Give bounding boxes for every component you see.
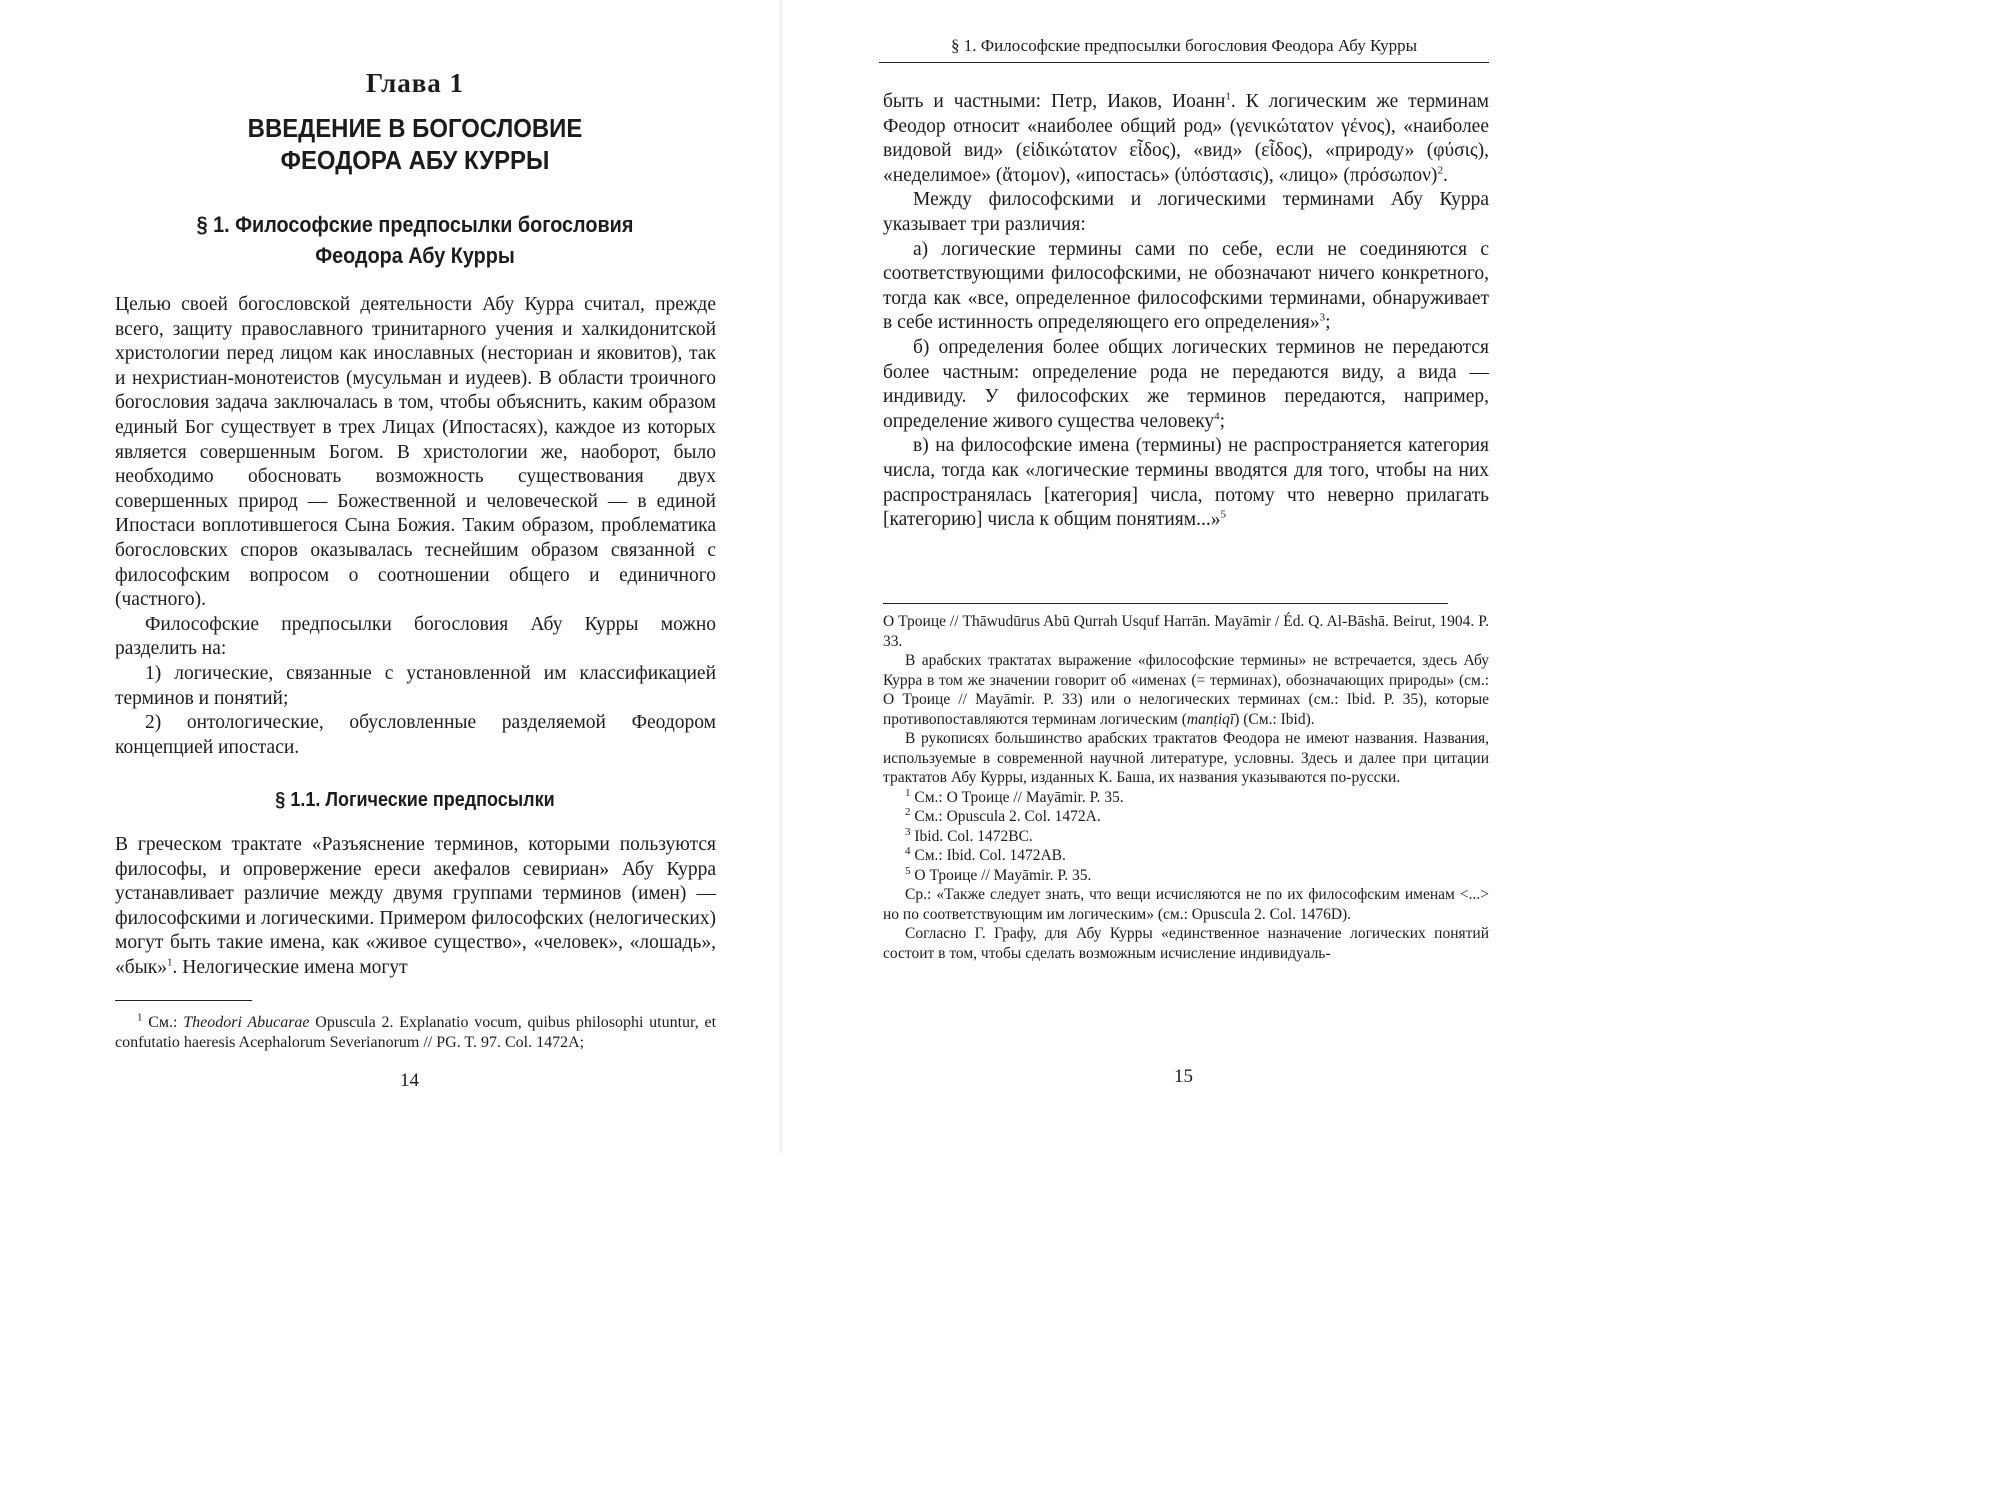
- footnote-text: См.: Ibid. Col. 1472AB.: [914, 847, 1066, 864]
- paragraph-differences: Между философскими и логическими терминами Абу Курра указывает три различия:: [883, 189, 1489, 235]
- difference-b: [883, 336, 1489, 434]
- footnote-author: Theodori Abucarae: [183, 1014, 310, 1031]
- chapter-title-line-2: ФЕОДОРА АБУ КУРРЫ: [280, 145, 550, 175]
- footnote-ref-3: 3: [1319, 311, 1326, 324]
- left-footnote: [115, 1013, 716, 1052]
- chapter-title-line-1: ВВЕДЕНИЕ В БОГОСЛОВИЕ: [247, 113, 583, 143]
- difference-a-text: а) логические термины сами по себе, если не соединяются с соответствующими философскими, не обозначают ничего конкретного, тогда как «все, определенное философскими терминами, обнаруживает в себе истинность определяющего его определения»: [883, 238, 1489, 334]
- footnote-ref-4: 4: [1214, 410, 1220, 423]
- paragraph-divide: Философские предпосылки богословия Абу Курры можно разделить на:: [115, 613, 716, 660]
- footnote-mark: 4: [905, 844, 911, 857]
- right-body-text: [883, 90, 1489, 533]
- difference-c: [883, 434, 1489, 532]
- footnote-rule: [115, 1000, 252, 1001]
- footnote-2: [883, 807, 1489, 827]
- footnote-text: См.: Opuscula 2. Col. 1472A.: [914, 808, 1101, 825]
- list-item-ontological: 2) онтологические, обусловленные разделяемой Феодором концепцией ипостаси.: [115, 712, 716, 758]
- footnote-text: Opuscula 2. Explanatio vocum, quibus philosophi utuntur, et confutatio haeresis Acephalorum Severianorum // PG. T. 97. Col. 1472A;: [115, 1014, 717, 1051]
- footnote-mark: 2: [905, 805, 911, 818]
- difference-a: [883, 238, 1489, 336]
- paragraph-logic: [115, 833, 716, 981]
- footnote-3: [883, 827, 1489, 847]
- footnote-ref-1: 1: [167, 956, 173, 969]
- page-number: 15: [1174, 1066, 1193, 1087]
- footnote-arabic-text: В арабских трактатах выражение «философские термины» не встречается, здесь Абу Курра в том же значении говорит об «именах (= терминах), обозначающих природы» (см.: О Троице // Mayāmir. P. 33) или о нелогических терминах (см.: Ibid. P. 35), которые противопоставляются терминам логическим (: [883, 652, 1489, 728]
- list-item-logical: 1) логические, связанные с установленной им классификацией терминов и понятий;: [115, 662, 716, 709]
- subsection-title: § 1.1. Логические предпосылки: [275, 789, 555, 811]
- left-body-text-logic: [115, 833, 716, 981]
- difference-c-text: в) на философские имена (термины) не распространяется категория числа, тогда как «логические термины вводятся для того, чтобы на них распространялась [категория] числа, потому что неверно прилагать [категорию] числа к общим понятиям...»: [883, 435, 1489, 531]
- right-footnotes: [883, 612, 1489, 963]
- left-page: [0, 0, 781, 1153]
- running-head-rule: [879, 62, 1489, 63]
- page-number: 14: [400, 1070, 419, 1091]
- footnote-4: [883, 846, 1489, 866]
- section-title: [145, 209, 685, 271]
- footnote-continuation: О Троице // Thāwudūrus Abū Qurrah Usquf Harrān. Mayāmir / Éd. Q. Al-Bāshā. Beirut, 1904. P. 33.: [883, 613, 1489, 650]
- footnote-mark: 1: [137, 1011, 143, 1024]
- paragraph-intro: Целью своей богословской деятельности Абу Курра считал, прежде всего, защиту православного тринитарного учения и халкидонитской христологии перед лицом как инославных (несториан и яковитов), так и нехристиан-монотеистов (мусульман и иудеев). В области троичного богословия задача заключалась в том, чтобы объяснить, каким образом единый Бог существует в трех Лицах (Ипостасях), каждое из которых является совершенным Богом. В христологии же, наоборот, было необходимо обосновать возможность существования двух совершенных природ — Божественной и человеческой — в единой Ипостаси воплотившегося Сына Божия. Таким образом, проблематика богословских споров оказывалась теснейшим образом связанной с философским вопросом о соотношении общего и единичного (частного).: [115, 294, 716, 611]
- right-page: [781, 0, 1562, 1153]
- footnote-graf: Согласно Г. Графу, для Абу Курры «единственное назначение логических понятий состоит в том, чтобы сделать возможным исчисление индивидуаль-: [883, 925, 1489, 962]
- paragraph-terms-c: .: [1442, 164, 1448, 186]
- footnote-mark: 1: [905, 786, 911, 799]
- paragraph-terms-a: быть и частными: Петр, Иаков, Иоанн: [883, 91, 1226, 112]
- footnote-1: [115, 1013, 716, 1052]
- difference-a-end: ;: [1325, 312, 1331, 334]
- footnote-arabic-term: manṭiqī: [1186, 710, 1235, 728]
- footnote-text: О Троице // Mayāmir. P. 35.: [914, 866, 1092, 884]
- section-title-line-2: Феодора Абу Курры: [315, 243, 515, 268]
- footnote-ref-2: 2: [1437, 164, 1443, 177]
- difference-b-end: ;: [1219, 410, 1226, 432]
- footnote-mark: 3: [905, 825, 911, 838]
- paragraph-terms-b: . К логическим же терминам Феодор относит «наиболее общий род» (γενικώτατον γένος), «наиболее видовой вид» (εἰδικώτατον εἶδος), «вид» (εἶδος), «природу» (φύσις), «неделимое» (ἄτομον), «ипостась» (ὑπόστασις), «лицо» (πρόσωπον): [883, 91, 1489, 186]
- footnote-text: См.: О Троице // Mayāmir. P. 35.: [914, 788, 1124, 806]
- chapter-label: Глава 1: [365, 68, 465, 98]
- paragraph-logic-end: . Нелогические имена могут: [172, 956, 408, 978]
- footnote-ref-5: 5: [1220, 508, 1226, 521]
- footnote-rule: [883, 603, 1448, 604]
- section-title-line-1: § 1. Философские предпосылки богословия: [196, 212, 634, 237]
- footnote-compare: Ср.: «Также следует знать, что вещи исчисляются не по их философским именам <...> но по соответствующим им логическим» (см.: Opuscula 2. Col. 1476D).: [883, 886, 1489, 923]
- footnote-5: [883, 866, 1489, 886]
- footnote-manuscripts: В рукописях большинство арабских трактатов Феодора не имеют названия. Названия, используемые в современной научной литературе, условны. Здесь и далее при цитации трактатов Абу Курры, изданных К. Баша, их названия указываются по-русски.: [883, 730, 1489, 786]
- footnote-prefix: См.:: [148, 1014, 178, 1031]
- paragraph-logic-text: В греческом трактате «Разъяснение терминов, которыми пользуются философы, и опровержение ереси акефалов севириан» Абу Курра устанавливает различие между двумя группами терминов (имен) — философскими и логическими. Примером философских (нелогических) могут быть такие имена, как «живое существо», «человек», «лошадь», «бык»: [115, 834, 716, 978]
- chapter-title: [139, 112, 691, 176]
- footnote-ref-1: 1: [1225, 90, 1231, 103]
- footnote-mark: 5: [905, 864, 911, 877]
- paragraph-terms: [883, 90, 1489, 188]
- footnote-1: [883, 788, 1489, 808]
- difference-b-text: б) определения более общих логических терминов не передаются более частным: определение рода не передаются виду, а вида — индивиду. У философских же терминов передаются, например, определение живого существа человеку: [883, 336, 1489, 432]
- footnote-arabic-terms: [883, 651, 1489, 729]
- footnote-text: Ibid. Col. 1472BC.: [914, 827, 1033, 845]
- left-body-text: [115, 293, 716, 760]
- footnote-arabic-end: ) (См.: Ibid).: [1234, 710, 1315, 728]
- running-head: § 1. Философские предпосылки богословия Феодора Абу Курры: [950, 36, 1417, 55]
